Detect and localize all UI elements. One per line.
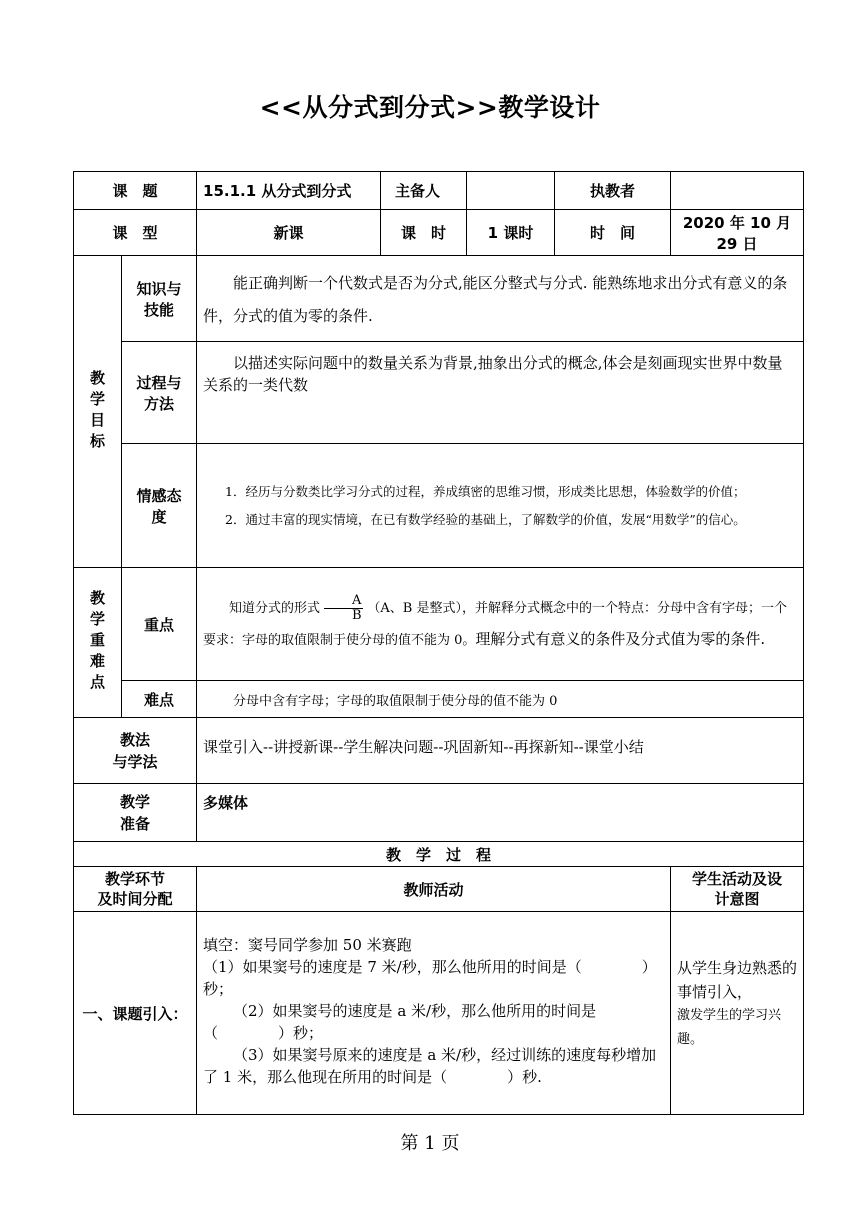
col-teacher-header: 教师活动 (197, 867, 671, 912)
process-heading: 教 学 过 程 (74, 842, 804, 867)
key-text: 知道分式的形式 $\frac{A}{B}$ （A、B 是整式），并解释分式概念中的一个特点：分母中含有字母；一个要求：字母的取值限制于使分母的值不能为 0。理解分式有意义的条件及分式值为零的条件. (197, 568, 804, 681)
stage1-student-intent: 从学生身边熟悉的事情引入， 激发学生的学习兴趣。 (671, 912, 804, 1115)
preparer-value (467, 172, 555, 210)
objectives-group-label: 教学目标 (74, 256, 122, 568)
row-keypoint (74, 568, 804, 681)
row-type (74, 210, 804, 256)
page-footer: 第 1 页 (400, 1133, 460, 1154)
stage1-label: 一、课题引入： (74, 912, 197, 1115)
fraction-a-over-b: $\frac{A}{B}$ (324, 594, 363, 623)
row-emotion (74, 444, 804, 568)
difficulty-text: 分母中含有字母；字母的取值限制于使分母的值不能为 0 (197, 681, 804, 718)
topic-value: 15.1.1 从分式到分式 (197, 172, 381, 210)
process-text: 以描述实际问题中的数量关系为背景,抽象出分式的概念,体会是刻画现实世界中数量关系的一类代数 (197, 342, 804, 444)
hours-label: 课 时 (381, 210, 467, 256)
emotion-label: 情感态度 (122, 444, 197, 568)
row-methods (74, 718, 804, 784)
knowledge-label: 知识与技能 (122, 256, 197, 342)
preparer-label: 主备人 (381, 172, 467, 210)
page-title: <<从分式到分式>>教学设计 (259, 93, 601, 122)
type-label: 课 型 (74, 210, 197, 256)
methods-text: 课堂引入--讲授新课--学生解决问题--巩固新知--再探新知--课堂小结 (197, 718, 804, 784)
row-knowledge (74, 256, 804, 342)
row-process-columns (74, 867, 804, 912)
process-label: 过程与方法 (122, 342, 197, 444)
row-prep (74, 784, 804, 842)
stage1-teacher-activity: 填空：窦号同学参加 50 米赛跑 （1）如果窦号的速度是 7 米/秒，那么他所用的时间是（ ）秒； （2）如果窦号的速度是 a 米/秒，那么他所用的时间是（ ）秒； （3）如果窦号原来的速度是 a 米/秒，经过训练的速度每秒增加了 1 米，那么他现在所用的时间是（ ）秒. (197, 912, 671, 1115)
keypoints-group-label: 教学重难点 (74, 568, 122, 718)
knowledge-text: 能正确判断一个代数式是否为分式,能区分整式与分式. 能熟练地求出分式有意义的条件，分式的值为零的条件. (197, 256, 804, 342)
emotion-text: 1．经历与分数类比学习分式的过程，养成缜密的思维习惯，形成类比思想，体验数学的价值； 2．通过丰富的现实情境，在已有数学经验的基础上，了解数学的价值，发展“用数学”的信心。 (197, 444, 804, 568)
col-stage-header: 教学环节 及时间分配 (74, 867, 197, 912)
methods-label: 教法 与学法 (74, 718, 197, 784)
row-difficulty (74, 681, 804, 718)
lesson-plan-table (73, 171, 804, 1115)
teacher-value (671, 172, 804, 210)
row-process-heading (74, 842, 804, 867)
teacher-label: 执教者 (555, 172, 671, 210)
col-student-header: 学生活动及设 计意图 (671, 867, 804, 912)
row-process (74, 342, 804, 444)
difficulty-label: 难点 (122, 681, 197, 718)
hours-value: 1 课时 (467, 210, 555, 256)
prep-text: 多媒体 (197, 784, 804, 842)
key-label: 重点 (122, 568, 197, 681)
topic-label: 课 题 (74, 172, 197, 210)
time-value: 2020 年 10 月 29 日 (671, 210, 804, 256)
time-label: 时 间 (555, 210, 671, 256)
type-value: 新课 (197, 210, 381, 256)
prep-label: 教学 准备 (74, 784, 197, 842)
row-stage-1 (74, 912, 804, 1115)
row-topic (74, 172, 804, 210)
